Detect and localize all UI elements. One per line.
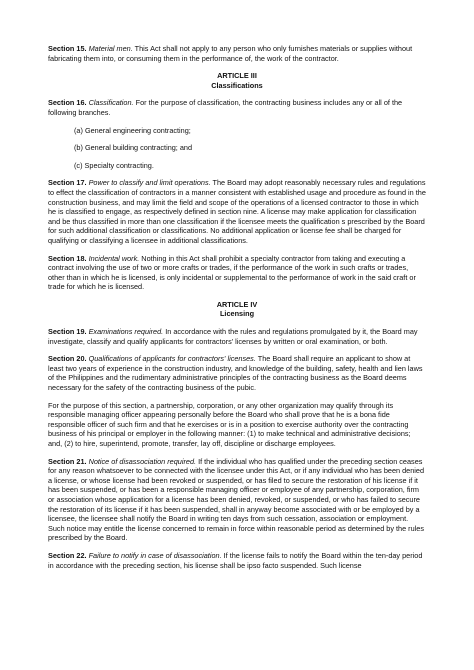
section-title: Qualifications of applicants for contractors' licenses. xyxy=(88,354,256,364)
article-iii-heading xyxy=(48,71,426,90)
section-body: If the individual who has qualified under the preceding section ceases for any reason whatsoever to be connected with the licensee under this Act, or if any individual who has been denied a license, or whose license had been revoked or suspended, or has filed to secure the restoration of his license if it has been suspended, or has been a responsible managing officer or employee of any partnership, corporation, firm or association whose application for a license has been denied, revoked, or suspended, or who has failed to secure the restoration of its license if it has been suspended, shall in anyway become associated with or be employed by a licensee, the licensee shall notify the Board in writing ten days from such cessation, association or employment. Such notice may entitle the license concerned to remain in force within reasonable period as determined by the rules prescribed by the Board. xyxy=(48,456,425,543)
article-subtitle: Licensing xyxy=(219,309,255,319)
section-22 xyxy=(48,551,426,570)
section-title: Material men. xyxy=(88,44,133,53)
section-body: In accordance with the rules and regulations promulgated by it, the Board may investigate, classify and qualify applicants for contractors' licenses by written or oral examination, or both. xyxy=(48,327,418,346)
section-number: Section 20. xyxy=(48,354,87,364)
section-body: If the license fails to notify the Board within the ten-day period in accordance with the preceding section, his license shall be ipso facto suspended. Such license xyxy=(48,550,423,570)
section-19 xyxy=(48,327,426,346)
section-number: Section 21. xyxy=(48,456,87,466)
section-title: Power to classify and limit operations. xyxy=(88,178,211,188)
section-17 xyxy=(48,178,426,245)
section-number: Section 16. xyxy=(48,98,87,108)
list-item: (c) Specialty contracting. xyxy=(74,160,154,170)
article-iv-heading xyxy=(48,300,426,319)
section-title: Incidental work. xyxy=(88,253,140,263)
section-number: Section 18. xyxy=(48,253,87,263)
section-body: The Board may adopt reasonably necessary rules and regulations to effect the classification of contractors in a manner consistent with established usage and procedure as found in the construction business, and may limit the field and scope of the operations of a licensed contractor to those in which he is classified to engage, as respectively defined in section nine. A license may make application for classification and be thus classified in more than one classification if the licensee meets the qualification s prescribed by the Board for such additional classification or classifications. No additional application or license fee shall be charged for qualifying or classifying a licensee in additional classifications. xyxy=(48,178,426,245)
section-16 xyxy=(48,98,426,117)
section-21 xyxy=(48,457,426,543)
section-title: Examinations required. xyxy=(88,327,164,337)
section-18 xyxy=(48,254,426,292)
section-body: The Board shall require an applicant to show at least two years of experience in the construction industry, and knowledge of the building, safety, health and lien laws of the Philippines and the rudimentary administrative principles of the contracting business as the Board deems necessary for the safety of the contracting business of the pubic. xyxy=(48,354,423,393)
section-body: For the purpose of this section, a partnership, corporation, or any other organization may qualify through its responsible managing officer appearing personally before the Board who shall prove that he is a bona fide responsible officer of such firm and that he exercises or is in a position to exercise authority over the contracting business of his principal or employer in the following manner: (1) to make technical and administrative decisions; and, (2) to hire, superintend, promote, transfer, lay off, discipline or discharge employees. xyxy=(48,400,411,448)
section-title: Failure to notify in case of disassociation. xyxy=(88,550,222,560)
article-subtitle: Classifications xyxy=(211,80,263,90)
section-body: For the purpose of classification, the contracting business includes any or all of the following branches. xyxy=(48,98,403,117)
section-20-continued xyxy=(48,401,426,449)
section-number: Section 17. xyxy=(48,178,87,188)
section-title: Notice of disassociation required. xyxy=(88,456,197,466)
article-number: ARTICLE IV xyxy=(216,299,258,309)
section-title: Classification. xyxy=(88,98,134,108)
section-20 xyxy=(48,354,426,392)
section-number: Section 22. xyxy=(48,550,87,560)
section-number: Section 19. xyxy=(48,327,87,337)
section-number: Section 15. xyxy=(48,44,87,53)
list-item: (b) General building contracting; and xyxy=(74,143,193,153)
section-body: This Act shall not apply to any person who only furnishes materials or supplies without fabricating them into, or consuming them in the performance of, the work of the contractor. xyxy=(48,44,413,63)
section-15 xyxy=(48,44,426,63)
list-item: (a) General engineering contracting; xyxy=(74,125,191,135)
article-number: ARTICLE III xyxy=(217,71,257,81)
section-body: Nothing in this Act shall prohibit a specialty contractor from taking and executing a contract involving the use of two or more crafts or trades, if the performance of the work in such crafts or trades, other than in which he is licensed, is only incidental or supplemental to the performance of work in the said craft or trade for which he is licensed. xyxy=(48,253,416,292)
